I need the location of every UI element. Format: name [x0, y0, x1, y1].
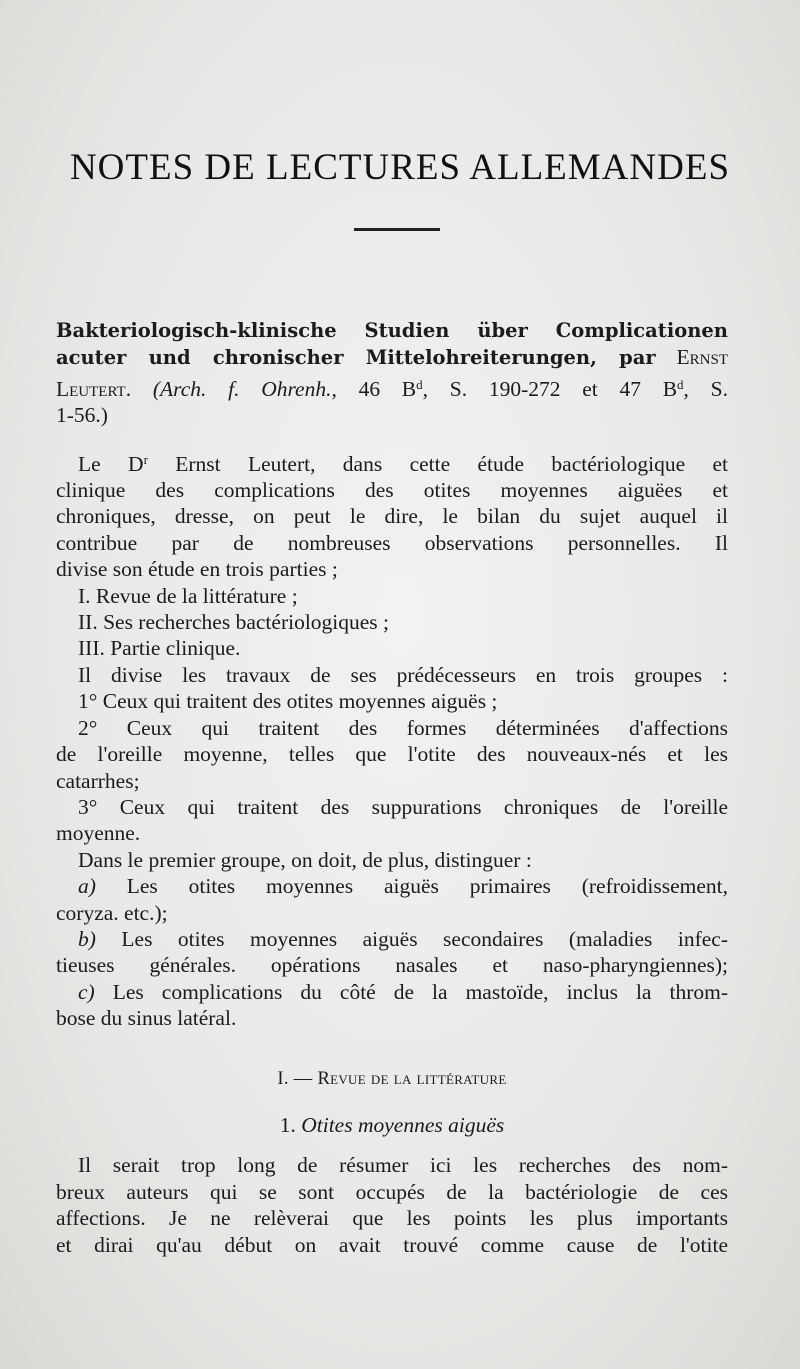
part-1: I. Revue de la littérature ; [78, 583, 298, 608]
groups-intro: Il divise les travaux de ses prédécesseurs en trois groupes : [78, 662, 728, 687]
group-2-line-2: de l'oreille moyenne, telles que l'otite des nouveaux-nés et les [56, 742, 728, 767]
intro-line-4: contribue par de nombreuses observations personnelles. Il [56, 530, 728, 555]
heading-line-1: Bakteriologisch-klinische Studien über Complicationen [56, 319, 728, 342]
item-a [56, 873, 728, 926]
group-1: 1° Ceux qui traitent des otites moyennes aiguës ; [78, 689, 498, 714]
group-2 [56, 715, 728, 794]
item-b-text: Les otites moyennes aiguës secondaires (maladies infec- [95, 926, 728, 951]
item-b-line-2: tieuses générales. opérations nasales et naso-pharyngiennes); [56, 953, 728, 978]
part-2: II. Ses recherches bactériologiques ; [78, 610, 390, 635]
heading-line-3 [56, 372, 728, 402]
title-divider [354, 228, 440, 231]
closing-line-2: breux auteurs qui se sont occupés de la bactériologie de ces [56, 1179, 728, 1204]
heading-line-2-bold: acuter und chronischer Mittelohreiterungen, par [56, 346, 656, 370]
first-group-intro: Dans le premier groupe, on doit, de plus, distinguer : [78, 847, 532, 872]
intro-text-1: Ernst Leutert, dans cette étude bactériologique et [147, 451, 728, 476]
author-first-name: Ernst [676, 345, 728, 370]
section-number: I. — [277, 1068, 313, 1089]
item-b [56, 926, 728, 979]
group-2-line-3: catarrhes; [56, 768, 140, 793]
volume-sup-2: d [677, 376, 684, 392]
closing-line-3: affections. Je ne relèverai que les points les plus importants [56, 1206, 728, 1231]
part-3: III. Partie clinique. [78, 636, 241, 661]
author-last-name: Leutert. [56, 376, 132, 401]
journal-abbrev: (Arch. f. Ohrenh., [152, 376, 337, 401]
subsection-heading [56, 1112, 728, 1138]
group-3-line-1: 3° Ceux qui traitent des suppurations chroniques de l'oreille [78, 794, 728, 819]
pages-ref: , S. 190-272 et 47 B [422, 376, 678, 401]
group-3-line-2: moyenne. [56, 821, 141, 846]
item-b-line-1 [56, 926, 728, 952]
volume-ref-1: 46 B [358, 376, 417, 401]
closing-line-1: Il serait trop long de résumer ici les recherches des nom- [78, 1153, 728, 1178]
intro-dr-sup: r [143, 451, 148, 467]
intro-line-3: chroniques, dresse, on peut le dire, le bilan du sujet auquel il [56, 504, 728, 529]
item-c [56, 979, 728, 1032]
heading-line-4: 1-56.) [56, 403, 108, 428]
heading-line-2 [56, 344, 728, 371]
parts-list [56, 583, 728, 662]
section-heading [56, 1066, 728, 1092]
intro-dr: Le D [78, 451, 144, 476]
item-c-line-1 [56, 979, 728, 1005]
item-c-line-2: bose du sinus latéral. [56, 1006, 237, 1031]
page-title: NOTES DE LECTURES ALLEMANDES [69, 147, 731, 188]
group-3 [56, 794, 728, 847]
item-a-text: Les otites moyennes aiguës primaires (refroidissement, [95, 874, 728, 899]
subsection-number: 1. [279, 1112, 296, 1137]
item-a-line-1 [56, 873, 728, 899]
subsection-title: Otites moyennes aiguës [301, 1112, 505, 1137]
section-title: Revue de la littérature [317, 1068, 507, 1089]
intro-line-1 [56, 447, 728, 477]
pages-ref-2: , S. [683, 376, 728, 401]
item-a-line-2: coryza. etc.); [56, 900, 168, 925]
volume-sup-1: d [416, 376, 423, 392]
intro-paragraph [56, 447, 728, 583]
item-c-text: Les complications du côté de la mastoïde, inclus la throm- [94, 979, 728, 1004]
item-a-label: a) [78, 874, 96, 899]
intro-line-2: clinique des complications des otites moyennes aiguëes et [56, 478, 728, 503]
closing-line-4: et dirai qu'au début on avait trouvé comme cause de l'otite [56, 1232, 728, 1257]
item-c-label: c) [78, 979, 95, 1004]
group-2-line-1: 2° Ceux qui traitent des formes déterminées d'affections [78, 715, 728, 740]
closing-paragraph [56, 1152, 728, 1258]
article-body [56, 318, 728, 1258]
article-heading [56, 318, 728, 429]
intro-line-5: divise son étude en trois parties ; [56, 557, 338, 582]
item-b-label: b) [78, 926, 96, 951]
